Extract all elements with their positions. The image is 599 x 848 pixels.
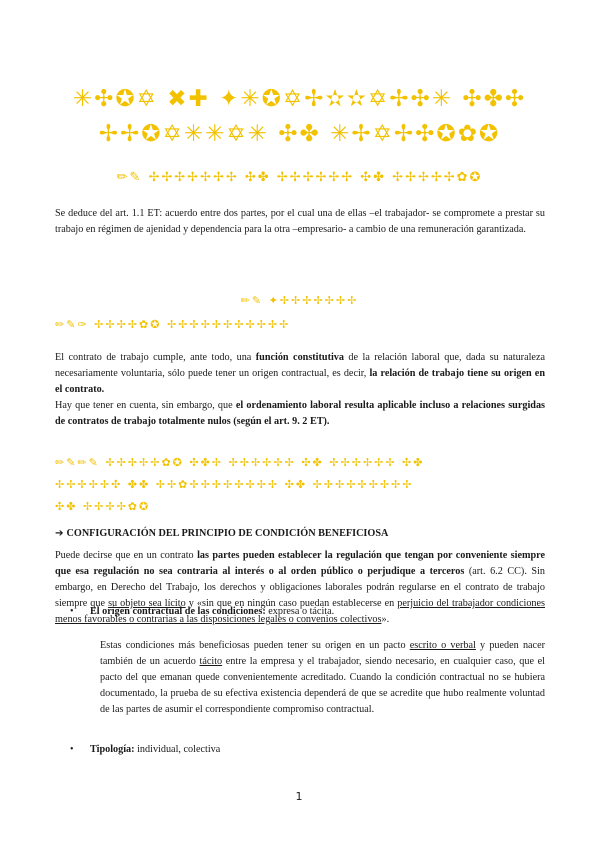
- subsection-heading-dingbat-1: ✏✎✑ ✢✢✢✢✿✪ ✢✢✢✢✢✢✢✢✢✢✢: [55, 318, 291, 331]
- section-heading-dingbat-1: ✏✎ ✦✢✢✢✢✢✢✢: [240, 294, 359, 307]
- text-span: Hay que tener en cuenta, sin embargo, que: [55, 400, 236, 411]
- configuracion-heading: [55, 528, 545, 539]
- bullet-dot-icon: •: [70, 744, 74, 755]
- paragraph-origen-condiciones: [100, 638, 545, 718]
- paragraph-contratos-nulos: [55, 398, 545, 430]
- page-number: 1: [295, 790, 303, 803]
- text-span: individual, colectiva: [134, 744, 221, 755]
- text-span: ».: [381, 614, 390, 625]
- subsection-heading-dingbat-2c: ✣✤ ✢✢✢✢✿✪: [55, 500, 151, 513]
- bold-span: el ordenamiento laboral resulta aplicable incluso a relaciones surgidas de contratos de trabajo totalmente nulos (según el art. 9. 2 ET).: [55, 400, 546, 427]
- bullet-text: [90, 604, 334, 620]
- bold-span: Tipología:: [90, 744, 135, 755]
- text-span: de la relación laboral que, dada su naturaleza necesariamente voluntaria, sólo puede tener un origen contractual, es decir,: [55, 352, 545, 379]
- text-span: entre la empresa y el trabajador, siendo necesario, en cualquier caso, que el pacto del que emanan quede convenientemente acreditado. Cuando la condición contractual no se hubiera documentado, la prueba de su efectiva existencia dependerá de que se acredite que hubo realmente voluntad de las partes de asumir el correspondiente compromiso contractual.: [100, 656, 545, 715]
- paragraph-funcion-constitutiva: [55, 350, 545, 398]
- heading-text: CONFIGURACIÓN DEL PRINCIPIO DE CONDICIÓN BENEFICIOSA: [66, 528, 389, 539]
- text-span: y pueden nacer también de un acuerdo: [100, 640, 545, 667]
- underlined-span: su objeto sea lícito: [108, 598, 186, 609]
- bullet-text: [90, 742, 220, 758]
- text-span: El contrato de trabajo cumple, ante todo, una: [55, 352, 256, 363]
- intro-paragraph: Se deduce del art. 1.1 ET: acuerdo entre dos partes, por el cual una de ellas –el trabajador- se compromete a prestar su trabajo en régimen de ajenidad y dependencia para la otra –empresario- a cambio de una remuneración garantizada.: [55, 208, 545, 235]
- text-span: Puede decirse que en un contrato: [55, 550, 198, 561]
- bold-span: función constitutiva: [255, 352, 344, 363]
- title-line-1: ✳✣✪✡ ✖✚ ✦✳✪✡✢✫✫✡✢✣✳ ✣✤✣: [72, 86, 527, 112]
- text-span: Estas condiciones más beneficiosas pueden tener su origen en un pacto: [100, 640, 410, 651]
- underlined-span: escrito o verbal: [409, 640, 476, 651]
- text-span: y «sin que en ningún caso puedan establecerse en: [185, 598, 398, 609]
- underlined-span: tácito: [199, 656, 223, 667]
- bold-span: la relación de trabajo tiene su origen en el contrato.: [55, 368, 545, 395]
- title-line-2: ✢✢✪✡✳✳✡✳ ✣✤ ✳✢✡✢✣✪✿✪: [98, 121, 501, 147]
- text-span: expresa o tácita.: [265, 606, 335, 617]
- subtitle-dingbat: ✏✎ ✢✢✢✢✢✢✢ ✣✤ ✢✢✢✢✢✢ ✣✤ ✢✢✢✢✢✿✪: [116, 170, 483, 185]
- arrow-right-icon: ➔: [55, 528, 64, 539]
- bold-span: El origen contractual de las condiciones:: [90, 606, 266, 617]
- bold-span: las partes pueden establecer la regulación que tengan por conveniente siempre que esa regulación no sea contraria al interés o al orden público o perjudique a terceros: [55, 550, 545, 577]
- text-span: (art. 6.2 CC). Sin embargo, en Derecho del Trabajo, los derechos y obligaciones laborales podrán regularse en el contrato de trabajo siempre que: [55, 566, 545, 609]
- subsection-heading-dingbat-2a: ✏✎✏✎ ✢✢✢✢✢✿✪ ✣✤✢ ✢✢✢✢✢✢ ✣✤ ✢✢✢✢✢✢ ✣✤: [55, 456, 425, 469]
- underlined-span: perjuicio del trabajador condiciones menos favorables o contrarias a las disposiciones legales o convenios colectivos: [55, 598, 545, 625]
- bullet-dot-icon: •: [70, 606, 74, 617]
- subsection-heading-dingbat-2b: ✢✢✢✢✢✣ ✤✤ ✢✢✿✢✢✢✢✢✢✢✢ ✣✤ ✢✢✢✢✢✢✢✢✢: [55, 478, 414, 491]
